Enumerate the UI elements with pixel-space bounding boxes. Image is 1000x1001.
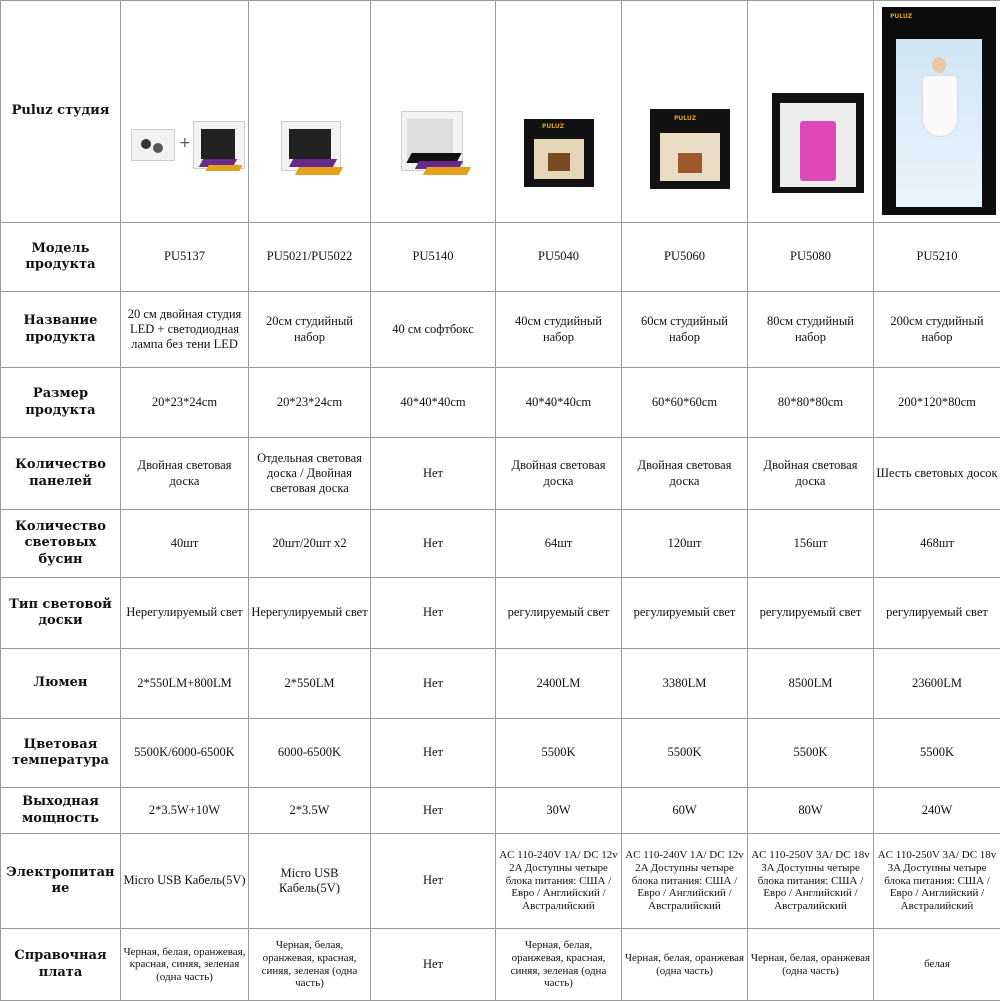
cell-board-type: Нерегулируемый свет [249, 578, 371, 649]
row-label-panels: Количество панелей [1, 438, 121, 510]
product-image-pu5140 [371, 1, 496, 223]
cell-name: 20 см двойная студия LED + светодиодная лампа без тени LED [121, 292, 249, 368]
product-image-pu5060 [622, 1, 748, 223]
cell-beads: 156шт [748, 510, 874, 578]
cell-backdrop: Черная, белая, оранжевая, красная, синяя, зеленая (одна часть) [496, 929, 622, 1001]
cell-beads: 120шт [622, 510, 748, 578]
image-row [1, 1, 1000, 223]
cell-color-temp: 5500K [874, 719, 1000, 788]
cell-backdrop: Черная, белая, оранжевая (одна часть) [622, 929, 748, 1001]
cell-board-type: регулируемый свет [874, 578, 1000, 649]
cell-size: 20*23*24cm [121, 368, 249, 438]
cell-size: 60*60*60cm [622, 368, 748, 438]
row-label-backdrop: Справочная плата [1, 929, 121, 1001]
cell-name: 40см студийный набор [496, 292, 622, 368]
cell-board-type: регулируемый свет [496, 578, 622, 649]
cell-panels: Отдельная световая доска / Двойная световая доска [249, 438, 371, 510]
row-label-power-supply: Электропитание [1, 834, 121, 929]
cell-name: 60см студийный набор [622, 292, 748, 368]
cell-model: PU5137 [121, 223, 249, 292]
cell-board-type: регулируемый свет [748, 578, 874, 649]
cell-color-temp: 5500K/6000-6500K [121, 719, 249, 788]
cell-backdrop: белая [874, 929, 1000, 1001]
row-label-board-type: Тип световой доски [1, 578, 121, 649]
cell-power-output: 30W [496, 788, 622, 834]
row-label-color-temp: Цветовая температура [1, 719, 121, 788]
cell-board-type: Нерегулируемый свет [121, 578, 249, 649]
led-studio-with-lamp-photo: + [123, 3, 246, 221]
cell-beads: Нет [371, 510, 496, 578]
led-studio-20cm-photo [251, 3, 368, 221]
cell-backdrop: Черная, белая, оранжевая, красная, синяя, зеленая (одна часть) [121, 929, 249, 1001]
cell-name: 200см студийный набор [874, 292, 1000, 368]
cell-beads: 20шт/20шт x2 [249, 510, 371, 578]
cell-name: 20см студийный набор [249, 292, 371, 368]
cell-power-supply: Нет [371, 834, 496, 929]
cell-color-temp: 5500K [748, 719, 874, 788]
cell-color-temp: 5500K [622, 719, 748, 788]
cell-power-supply: Micro USB Кабель(5V) [249, 834, 371, 929]
cell-power-output: 2*3.5W+10W [121, 788, 249, 834]
cell-beads: 40шт [121, 510, 249, 578]
studio-kit-40cm-photo: PULUZ [498, 3, 619, 221]
cell-power-output: Нет [371, 788, 496, 834]
cell-color-temp: 6000-6500K [249, 719, 371, 788]
softbox-40cm-photo [373, 3, 493, 221]
row-label-size: Размер продукта [1, 368, 121, 438]
row-label-beads: Количество световых бусин [1, 510, 121, 578]
cell-panels: Нет [371, 438, 496, 510]
cell-size: 80*80*80cm [748, 368, 874, 438]
row-label-name: Название продукта [1, 292, 121, 368]
cell-name: 80см студийный набор [748, 292, 874, 368]
cell-power-supply: Micro USB Кабель(5V) [121, 834, 249, 929]
cell-power-output: 60W [622, 788, 748, 834]
cell-color-temp: Нет [371, 719, 496, 788]
cell-model: PU5210 [874, 223, 1000, 292]
cell-backdrop: Черная, белая, оранжевая, красная, синяя, зеленая (одна часть) [249, 929, 371, 1001]
cell-model: PU5040 [496, 223, 622, 292]
header-label: Puluz студия [1, 1, 121, 223]
cell-beads: 468шт [874, 510, 1000, 578]
cell-size: 40*40*40cm [371, 368, 496, 438]
cell-color-temp: 5500K [496, 719, 622, 788]
cell-beads: 64шт [496, 510, 622, 578]
cell-power-supply: AC 110-240V 1A/ DC 12v 2A Доступны четыре блока питания: США / Евро / Английский / Австралийский [622, 834, 748, 929]
cell-panels: Двойная световая доска [496, 438, 622, 510]
cell-lumen: 2*550LM [249, 649, 371, 719]
cell-board-type: регулируемый свет [622, 578, 748, 649]
row-label-power-output: Выходная мощность [1, 788, 121, 834]
row-label-model: Модель продукта [1, 223, 121, 292]
cell-model: PU5060 [622, 223, 748, 292]
cell-power-supply: AC 110-250V 3A/ DC 18v 3A Доступны четыре блока питания: США / Евро / Английский / Австралийский [748, 834, 874, 929]
cell-model: PU5080 [748, 223, 874, 292]
cell-panels: Шесть световых досок [874, 438, 1000, 510]
cell-board-type: Нет [371, 578, 496, 649]
cell-power-output: 240W [874, 788, 1000, 834]
cell-model: PU5140 [371, 223, 496, 292]
product-image-pu5021 [249, 1, 371, 223]
studio-kit-80cm-photo [750, 3, 871, 221]
product-image-pu5080 [748, 1, 874, 223]
cell-lumen: Нет [371, 649, 496, 719]
cell-lumen: 2*550LM+800LM [121, 649, 249, 719]
cell-power-output: 80W [748, 788, 874, 834]
cell-power-output: 2*3.5W [249, 788, 371, 834]
cell-panels: Двойная световая доска [121, 438, 249, 510]
cell-lumen: 3380LM [622, 649, 748, 719]
product-image-pu5137 [121, 1, 249, 223]
studio-kit-200cm-photo: PULUZ [876, 3, 998, 221]
cell-power-supply: AC 110-240V 1A/ DC 12v 2A Доступны четыре блока питания: США / Евро / Английский / Австралийский [496, 834, 622, 929]
cell-size: 40*40*40cm [496, 368, 622, 438]
row-label-lumen: Люмен [1, 649, 121, 719]
studio-kit-60cm-photo: PULUZ [624, 3, 745, 221]
cell-name: 40 см софтбокс [371, 292, 496, 368]
cell-lumen: 8500LM [748, 649, 874, 719]
cell-lumen: 2400LM [496, 649, 622, 719]
cell-size: 200*120*80cm [874, 368, 1000, 438]
cell-size: 20*23*24cm [249, 368, 371, 438]
cell-backdrop: Черная, белая, оранжевая (одна часть) [748, 929, 874, 1001]
product-image-pu5040 [496, 1, 622, 223]
cell-backdrop: Нет [371, 929, 496, 1001]
cell-lumen: 23600LM [874, 649, 1000, 719]
cell-panels: Двойная световая доска [748, 438, 874, 510]
product-image-pu5210 [874, 1, 1000, 223]
cell-power-supply: AC 110-250V 3A/ DC 18v 3A Доступны четыре блока питания: США / Евро / Английский / Австралийский [874, 834, 1000, 929]
cell-panels: Двойная световая доска [622, 438, 748, 510]
cell-model: PU5021/PU5022 [249, 223, 371, 292]
